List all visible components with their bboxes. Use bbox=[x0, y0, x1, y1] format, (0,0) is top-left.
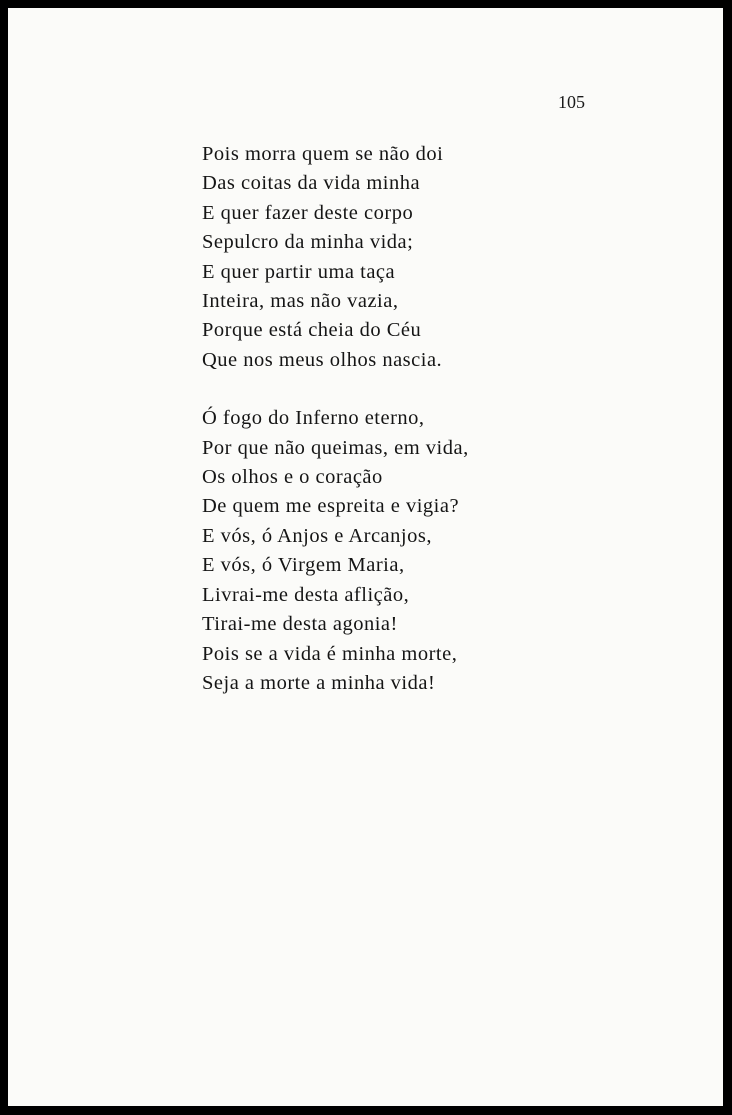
poem-line: Sepulcro da minha vida; bbox=[202, 231, 414, 254]
stanza-1 bbox=[202, 140, 532, 375]
poem bbox=[202, 140, 532, 727]
poem-line: Livrai-me desta aflição, bbox=[202, 583, 410, 606]
poem-line: Por que não queimas, em vida, bbox=[202, 436, 469, 459]
poem-line: Pois morra quem se não doi bbox=[202, 143, 444, 165]
poem-line: Porque está cheia do Céu bbox=[202, 319, 422, 342]
poem-line: E vós, ó Virgem Maria, bbox=[202, 554, 405, 577]
poem-line: Inteira, mas não vazia, bbox=[202, 290, 399, 313]
poem-line: Que nos meus olhos nascia. bbox=[202, 348, 443, 371]
poem-line: Pois se a vida é minha morte, bbox=[202, 642, 458, 665]
poem-line: Ó fogo do Inferno eterno, bbox=[202, 407, 425, 430]
poem-line: Das coitas da vida minha bbox=[202, 172, 421, 195]
page-number: 105 bbox=[558, 92, 585, 112]
poem-line: De quem me espreita e vigia? bbox=[202, 495, 460, 518]
poem-line: E vós, ó Anjos e Arcanjos, bbox=[202, 524, 432, 547]
poem-line: Os olhos e o coração bbox=[202, 466, 383, 489]
poem-line: Seja a morte a minha vida! bbox=[202, 671, 436, 694]
poem-line: E quer fazer deste corpo bbox=[202, 201, 414, 224]
stanza-2 bbox=[202, 404, 532, 698]
poem-line: E quer partir uma taça bbox=[202, 260, 396, 283]
book-page bbox=[8, 8, 723, 1106]
poem-line: Tirai-me desta agonia! bbox=[202, 613, 398, 636]
